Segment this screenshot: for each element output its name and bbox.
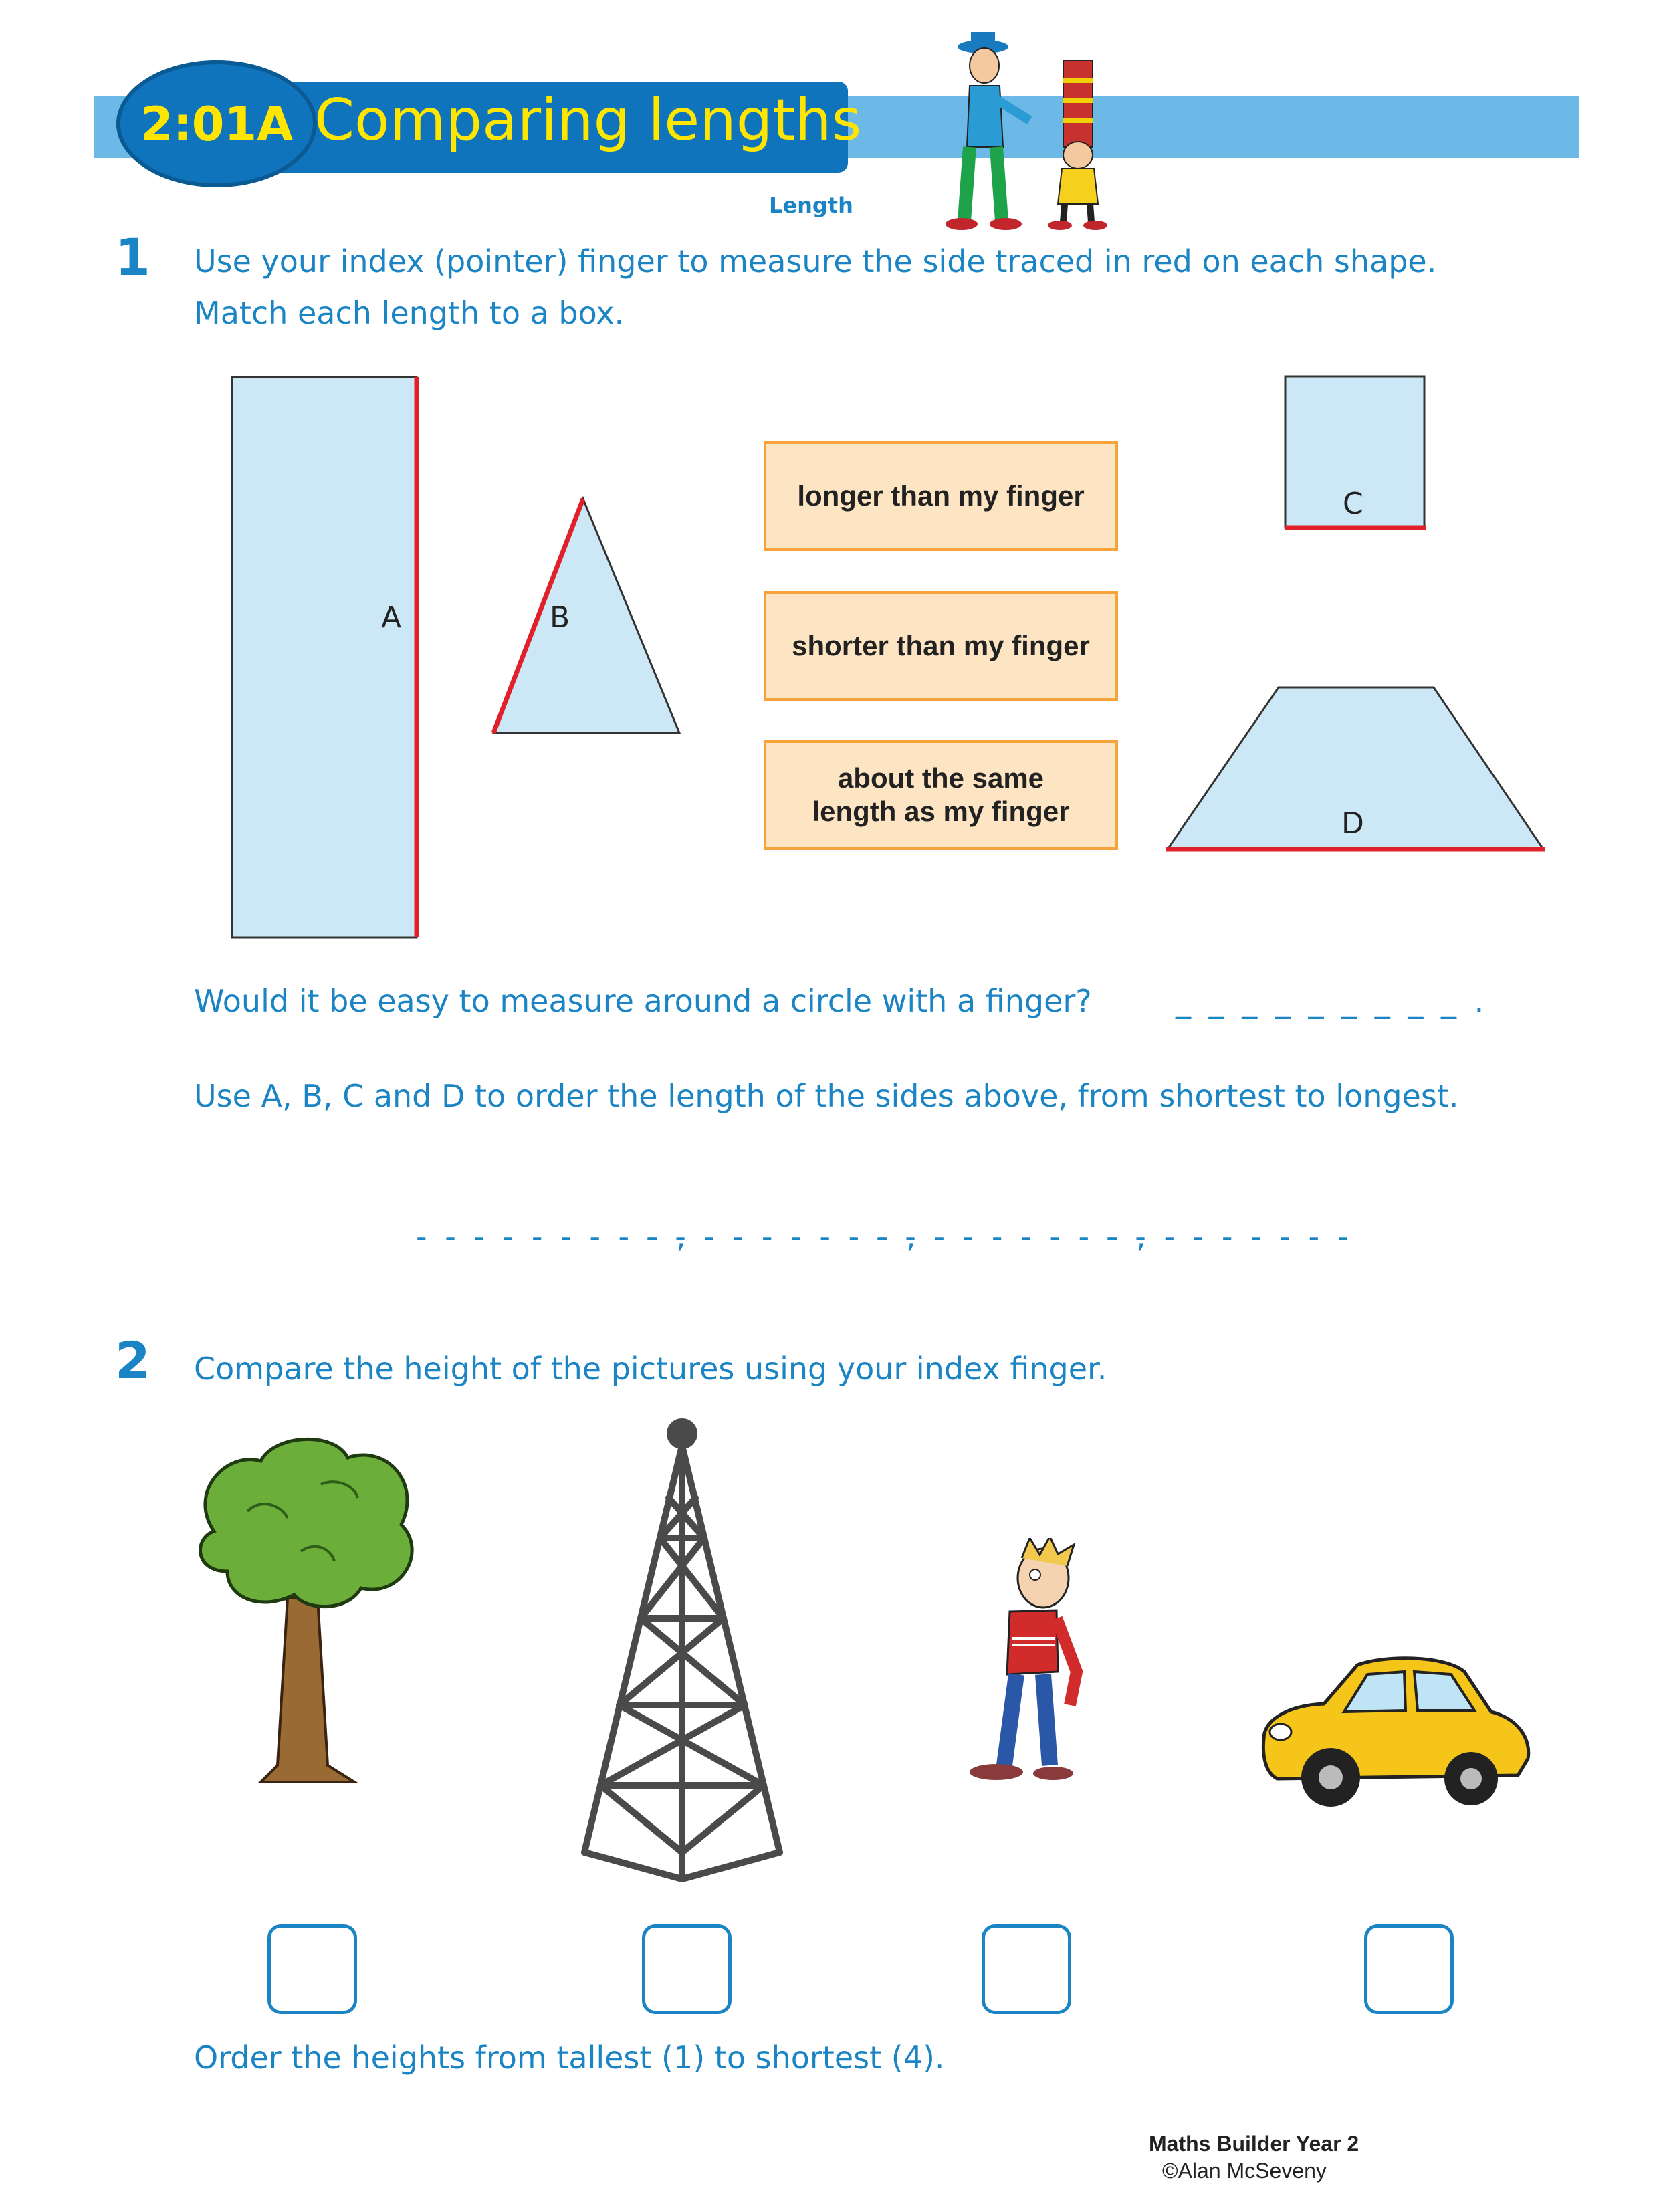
shape-a-rectangle bbox=[232, 377, 417, 937]
question-1-number: 1 bbox=[115, 227, 150, 287]
boy-answer-box[interactable] bbox=[982, 1924, 1071, 2014]
car-answer-box[interactable] bbox=[1364, 1924, 1454, 2014]
order-blank-3[interactable]: - - - - - - - - - , bbox=[876, 1218, 1150, 1254]
tree-illustration bbox=[187, 1431, 428, 1792]
order-heights-instruction: Order the heights from tallest (1) to shortest (4). bbox=[194, 2039, 945, 2076]
shape-d-label: D bbox=[1341, 806, 1364, 841]
match-box-same[interactable]: about the same length as my finger bbox=[764, 740, 1118, 850]
tower-illustration bbox=[575, 1411, 789, 1892]
question-2-instruction: Compare the height of the pictures using your index finger. bbox=[194, 1351, 1107, 1387]
circle-answer-blank[interactable]: _ _ _ _ _ _ _ _ _ . bbox=[1176, 983, 1488, 1019]
order-blank-4[interactable]: - - - - - - - - - bbox=[1106, 1218, 1353, 1254]
match-box-longer[interactable]: longer than my finger bbox=[764, 441, 1118, 551]
tower-answer-box[interactable] bbox=[642, 1924, 732, 2014]
footer-book-title: Maths Builder Year 2 bbox=[1149, 2132, 1359, 2156]
shape-c-label: C bbox=[1343, 487, 1363, 521]
section-code: 2:01A bbox=[140, 97, 294, 152]
shape-b-label: B bbox=[550, 600, 570, 635]
topic-label: Length bbox=[769, 193, 853, 218]
question-1-instruction-2: Match each length to a box. bbox=[194, 295, 625, 331]
footer-copyright: ©Alan McSeveny bbox=[1162, 2159, 1327, 2183]
page-title: Comparing lengths bbox=[314, 87, 862, 154]
question-1-instruction: Use your index (pointer) finger to measure the side traced in red on each shape. bbox=[194, 243, 1437, 280]
order-instruction: Use A, B, C and D to order the length of the sides above, from shortest to longest. bbox=[194, 1078, 1459, 1114]
match-box-shorter[interactable]: shorter than my finger bbox=[764, 591, 1118, 701]
circle-question: Would it be easy to measure around a circle with a finger? bbox=[194, 983, 1092, 1019]
question-2-number: 2 bbox=[115, 1331, 150, 1390]
order-blank-1[interactable]: - - - - - - - - - , bbox=[416, 1218, 690, 1254]
boy-illustration bbox=[943, 1538, 1117, 1792]
order-blank-2[interactable]: - - - - - - - - - , bbox=[646, 1218, 920, 1254]
shape-a-label: A bbox=[381, 600, 402, 635]
car-illustration bbox=[1250, 1652, 1538, 1819]
shape-b-triangle bbox=[493, 499, 679, 733]
tree-answer-box[interactable] bbox=[267, 1924, 357, 2014]
